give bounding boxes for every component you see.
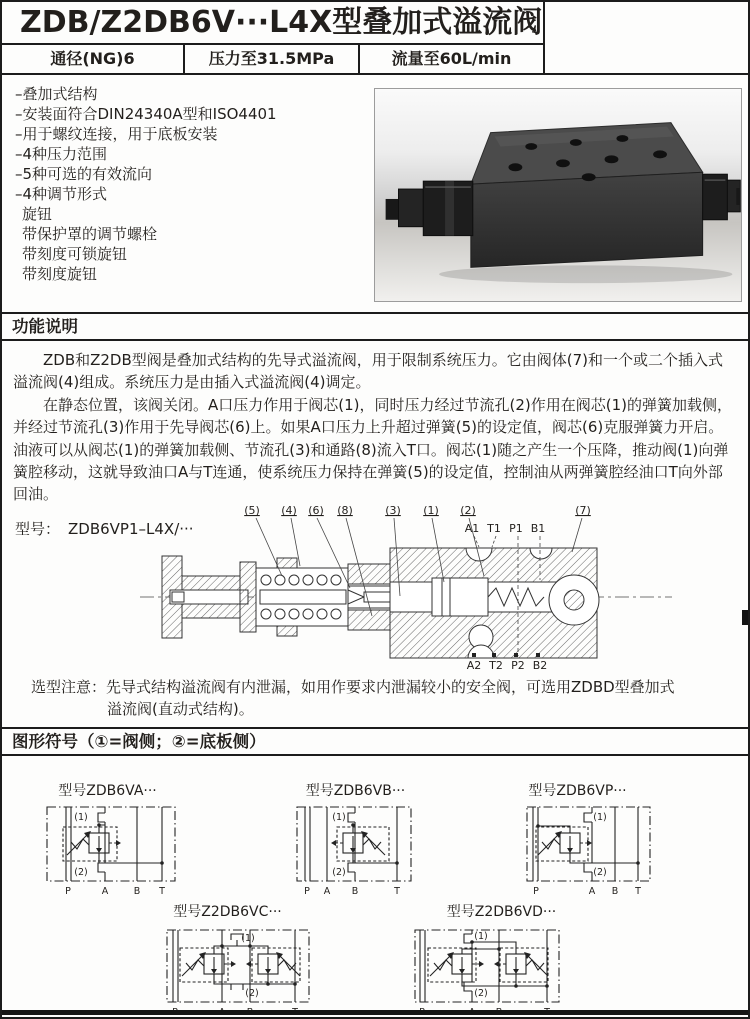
note-line2: 溢流阀(直动式结构)。: [107, 700, 254, 718]
symbol-zdb6vb: [278, 780, 433, 901]
port-t1: T1: [487, 522, 501, 535]
port-p2: P2: [511, 659, 525, 672]
function-description: [13, 349, 735, 506]
function-paragraph: ZDB和Z2DB型阀是叠加式结构的先导式溢流阀，用于限制系统压力。它由阀体(7)和一个或二个插入式溢流阀(4)组成。系统压力是由插入式溢流阀(4)调定。: [13, 351, 724, 392]
feature-item: –安装面符合DIN24340A型和ISO4401: [15, 105, 277, 123]
spec-nominal-size: 通径(NG)6: [2, 45, 185, 73]
hydraulic-symbol-d: [404, 922, 599, 1019]
function-paragraph: 在静态位置，该阀关闭。A口压力作用于阀芯(1)，同时压力经过节流孔(2)作用在阀芯(1)的弹簧加载侧，并经过节流孔(3)作用于先导阀芯(6)上。如果A口压力上升超过弹簧(5)的设定值，阀芯(6)克服弹簧力开启。油液可以从阀芯(1)的弹簧加载侧、节流孔(3)和通路(8)流入T口。阀芯(1)随之产生一个压降，推动阀(1)向弹簧腔移动，这就导致油口A与T连通，使系统压力保持在弹簧(5)的设定值，控制油从两弹簧腔经油口T向外部回油。: [13, 395, 733, 504]
model-value: ZDB6VP1–L4X/···: [68, 520, 194, 538]
spec-max-pressure: 压力至31.5MPa: [185, 45, 360, 73]
section-heading-function: 功能说明: [2, 312, 748, 341]
hydraulic-symbol-a: [33, 801, 183, 901]
port-a: A: [588, 886, 595, 897]
page-edge-tab: [742, 610, 748, 625]
callout-8: (8): [337, 504, 353, 517]
feature-list: [15, 84, 277, 284]
label-2: (2): [73, 867, 88, 878]
callout-1: (1): [423, 504, 439, 517]
model-label: 型号：: [15, 520, 61, 538]
feature-subitem: 带刻度旋钮: [22, 265, 98, 283]
feature-subitem: 带保护罩的调节螺栓: [22, 225, 158, 243]
symbol-title: 型号ZDB6VP···: [528, 783, 627, 799]
label-1: (1): [73, 812, 88, 823]
selection-note: [31, 676, 711, 720]
spec-max-flow: 流量至60L/min: [360, 45, 545, 73]
port-p: P: [303, 886, 310, 897]
spec-row: [2, 45, 545, 73]
port-a1: A1: [464, 522, 480, 535]
label-1: (1): [241, 933, 255, 944]
hydraulic-symbol-b: [281, 801, 431, 901]
port-b: B: [133, 886, 140, 897]
port-b2: B2: [532, 659, 548, 672]
note-label: 选型注意：: [31, 678, 107, 696]
label-1: (1): [592, 812, 607, 823]
hydraulic-symbol-c: [130, 922, 325, 1019]
callout-7: (7): [575, 504, 591, 517]
callout-5: (5): [244, 504, 260, 517]
note-line1: 先导式结构溢流阀有内泄漏，如用作要求内泄漏较小的安全阀，可选用ZDBD型叠加式: [106, 678, 675, 696]
feature-item: –4种压力范围: [15, 145, 108, 163]
port-t: T: [634, 886, 641, 897]
label-2: (2): [592, 867, 607, 878]
port-a: A: [323, 886, 330, 897]
label-1: (1): [331, 812, 346, 823]
port-a: A: [101, 886, 108, 897]
label-1: (1): [474, 931, 488, 942]
feature-item: –叠加式结构: [15, 85, 98, 103]
symbol-title: 型号Z2DB6VC···: [173, 904, 282, 920]
port-b: B: [611, 886, 618, 897]
callout-6: (6): [308, 504, 324, 517]
page-title: ZDB/Z2DB6V···L4X型叠加式溢流阀: [2, 2, 545, 45]
symbol-title: 型号ZDB6VB···: [305, 783, 406, 799]
label-2: (2): [474, 988, 488, 999]
callout-2: (2): [460, 504, 476, 517]
valve-photo-illustration: [375, 89, 741, 301]
port-p: P: [532, 886, 539, 897]
label-2: (2): [331, 867, 346, 878]
feature-item: –4种调节形式: [15, 185, 108, 203]
callout-3: (3): [385, 504, 401, 517]
product-photo: [374, 88, 742, 302]
port-t: T: [158, 886, 165, 897]
symbol-zdb6va: [30, 780, 185, 901]
port-p1: P1: [509, 522, 523, 535]
valve-cross-section: [132, 500, 750, 672]
feature-item: –用于螺纹连接，用于底板安装: [15, 125, 218, 143]
symbol-zdb6vp: [500, 780, 655, 901]
page-bottom-rule: [2, 1010, 748, 1015]
callout-4: (4): [281, 504, 297, 517]
port-t2: T2: [489, 659, 503, 672]
port-b: B: [351, 886, 358, 897]
feature-subitem: 带刻度可锁旋钮: [22, 245, 128, 263]
section-drawing: [132, 500, 750, 672]
port-b1: B1: [530, 522, 546, 535]
feature-subitem: 旋钮: [22, 205, 53, 223]
port-t: T: [393, 886, 400, 897]
label-2: (2): [245, 988, 259, 999]
port-a2: A2: [466, 659, 482, 672]
symbol-title: 型号ZDB6VA···: [58, 783, 157, 799]
symbol-z2db6vc: [130, 901, 325, 1019]
port-p: P: [64, 886, 71, 897]
feature-item: –5种可选的有效流向: [15, 165, 153, 183]
header-divider: [2, 73, 748, 75]
symbol-title: 型号Z2DB6VD···: [446, 904, 557, 920]
section-heading-symbols: 图形符号（①=阀侧；②=底板侧）: [2, 727, 748, 756]
symbol-z2db6vd: [404, 901, 599, 1019]
hydraulic-symbol-p: [503, 801, 653, 901]
